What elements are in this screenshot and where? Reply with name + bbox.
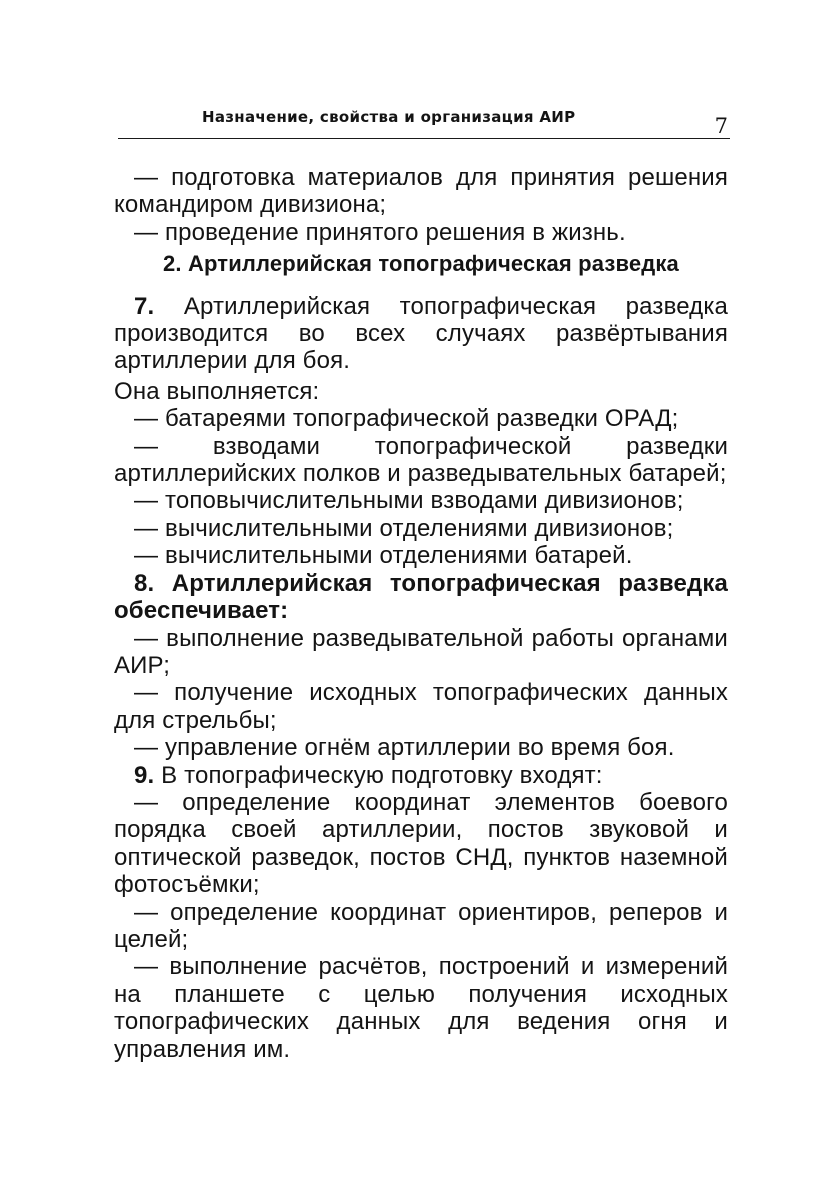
list-item: — получение исходных топографических данных для стрельбы; bbox=[114, 679, 728, 734]
paragraph-lead: Она выполняется: bbox=[114, 377, 320, 405]
paragraph-8: 8. Артиллерийская топографическая разведка обеспечивает: bbox=[114, 569, 728, 625]
paragraph-text: В топографическую подготовку входят: bbox=[161, 761, 603, 789]
list-item: — выполнение расчётов, построений и измерений на планшете с целью получения исходных топографических данных для ведения огня и управления им. bbox=[114, 953, 728, 1063]
list-item: — определение координат ориентиров, реперов и целей; bbox=[114, 898, 728, 953]
header-rule bbox=[118, 138, 730, 139]
list-item: — взводами топографической разведки артиллерийских полков и разведывательных батарей; bbox=[114, 432, 728, 488]
intro-item: — подготовка материалов для принятия решения командиром дивизиона; bbox=[114, 164, 728, 219]
paragraph-text: Артиллерийская топографическая разведка производится во всех случаях развёртывания артиллерии для боя. bbox=[114, 292, 728, 375]
running-title: Назначение, свойства и организация АИР bbox=[202, 108, 576, 126]
list-item: — выполнение разведывательной работы органами АИР; bbox=[114, 624, 728, 679]
list-item: — вычислительными отделениями дивизионов; bbox=[134, 514, 674, 542]
paragraph-7 bbox=[114, 293, 728, 375]
page-content bbox=[114, 164, 728, 1063]
list-item: — батареями топографической разведки ОРАД; bbox=[134, 405, 679, 433]
section-title: 2. Артиллерийская топографическая разведка bbox=[163, 251, 679, 277]
paragraph-9 bbox=[114, 762, 728, 789]
list-item: — топовычислительными взводами дивизионов; bbox=[134, 487, 684, 515]
list-item: — определение координат элементов боевого порядка своей артиллерии, постов звуковой и оптической разведок, постов СНД, пунктов наземной фотосъёмки; bbox=[114, 788, 728, 899]
list-item: — вычислительными отделениями батарей. bbox=[134, 542, 633, 570]
intro-item: — проведение принятого решения в жизнь. bbox=[134, 218, 626, 246]
paragraph-number: 7. bbox=[134, 292, 155, 320]
page-number: 7 bbox=[714, 114, 728, 138]
paragraph-number: 9. bbox=[134, 761, 155, 789]
list-item: — управление огнём артиллерии во время боя. bbox=[134, 734, 675, 762]
running-head bbox=[118, 106, 730, 146]
